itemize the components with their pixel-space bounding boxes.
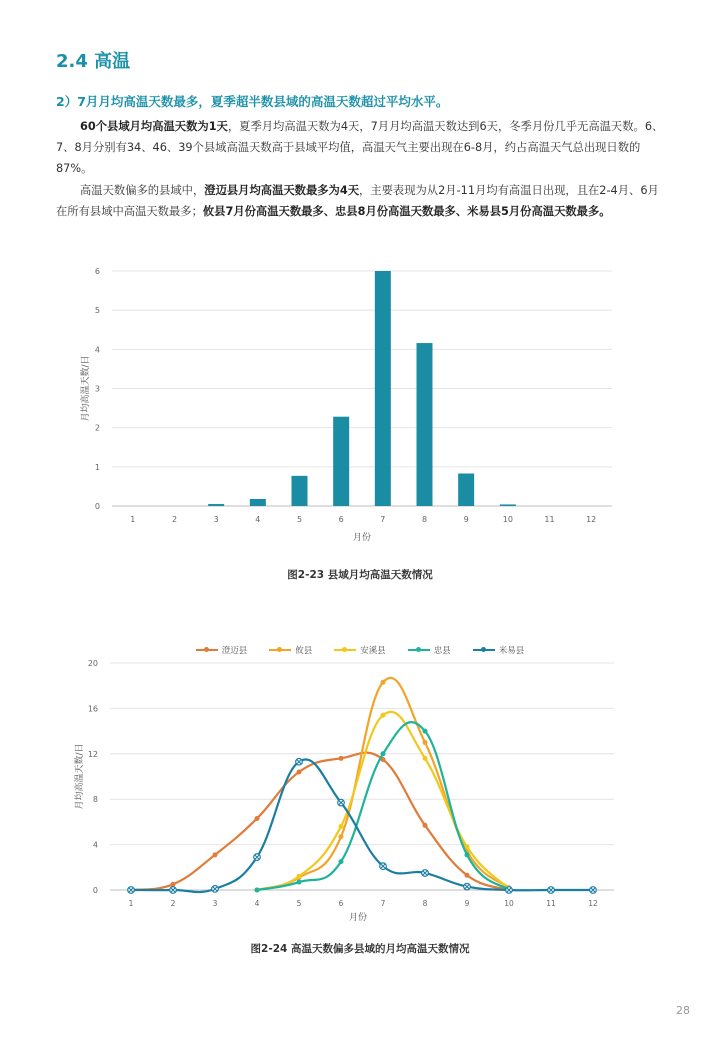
line-chart-caption: 图2-24 高温天数偏多县域的月均高温天数情况 bbox=[250, 943, 470, 955]
paragraph-1-text: ，夏季月均高温天数为4天，7月月均高温天数达到6天，冬季月份几乎无高温天数。6、7、8月分别有34、46、39个县域高温天数高于县域平均值，高温天气主要出现在6-8月，约占高温天气总出现日数的87%。 bbox=[56, 120, 664, 175]
bar-x-tick-label: 7 bbox=[380, 515, 386, 524]
bar-x-tick-label: 6 bbox=[338, 515, 344, 524]
subheading: 2）7月月均高温天数最多，夏季超半数县域的高温天数超过平均水平。 bbox=[56, 94, 449, 109]
bar-x-tick-label: 5 bbox=[296, 515, 303, 524]
series-point-3 bbox=[465, 852, 470, 857]
paragraph-2 bbox=[56, 180, 668, 222]
series-line-0 bbox=[131, 753, 509, 890]
series-point-2 bbox=[297, 874, 302, 879]
series-point-0 bbox=[255, 816, 260, 821]
series-point-3 bbox=[255, 888, 260, 893]
bar-x-tick-label: 11 bbox=[544, 515, 555, 524]
bar-y-tick-label: 6 bbox=[94, 267, 100, 276]
bar-y-tick-label: 0 bbox=[94, 502, 100, 511]
bar-chart bbox=[0, 255, 720, 555]
line-y-tick-label: 8 bbox=[92, 795, 98, 805]
bar-y-tick-label: 4 bbox=[94, 345, 100, 355]
bar-month-4 bbox=[250, 499, 266, 506]
series-point-2 bbox=[339, 824, 344, 829]
bar-x-tick-label: 10 bbox=[502, 515, 513, 524]
bar-x-tick-label: 3 bbox=[213, 515, 219, 524]
bar-y-tick-label: 2 bbox=[94, 423, 100, 433]
line-x-tick-label: 4 bbox=[254, 899, 260, 908]
series-point-0 bbox=[171, 882, 176, 887]
series-point-3 bbox=[423, 729, 428, 734]
line-x-tick-label: 9 bbox=[464, 899, 470, 908]
series-point-0 bbox=[297, 769, 302, 774]
bar-x-tick-label: 9 bbox=[463, 515, 469, 524]
bar-month-10 bbox=[500, 504, 516, 506]
bar-month-3 bbox=[208, 504, 224, 506]
legend-label: 澄迈县 bbox=[221, 646, 248, 656]
bar-x-axis-label: 月份 bbox=[352, 533, 372, 543]
line-x-tick-label: 2 bbox=[170, 899, 176, 908]
series-point-0 bbox=[213, 852, 218, 857]
line-y-tick-label: 0 bbox=[92, 886, 98, 895]
bar-y-axis-label: 月均高温天数/日 bbox=[81, 355, 91, 422]
legend-label: 安溪县 bbox=[360, 646, 386, 656]
line-y-tick-label: 12 bbox=[87, 749, 98, 759]
line-chart bbox=[0, 638, 720, 938]
line-x-tick-label: 11 bbox=[546, 899, 556, 908]
series-point-2 bbox=[381, 713, 386, 718]
paragraph-2-text-2: ，主要表现为从2月-11月均有高温日出现，且在2-4月、6月在所有县域中高温天数最多； bbox=[56, 184, 659, 218]
line-y-axis-label: 月均高温天数/日 bbox=[75, 743, 85, 810]
bar-month-6 bbox=[333, 417, 349, 506]
bar-x-tick-label: 12 bbox=[586, 515, 597, 524]
line-y-tick-label: 4 bbox=[92, 840, 98, 850]
paragraph-2-text-1: 高温天数偏多的县域中， bbox=[80, 184, 205, 197]
line-x-tick-label: 10 bbox=[504, 899, 514, 908]
series-point-3 bbox=[297, 880, 302, 885]
series-point-2 bbox=[423, 756, 428, 761]
line-x-axis-label: 月份 bbox=[348, 913, 368, 923]
legend-label: 米易县 bbox=[498, 646, 525, 656]
series-point-0 bbox=[339, 756, 344, 761]
bar-y-tick-label: 1 bbox=[94, 462, 100, 472]
line-x-tick-label: 6 bbox=[338, 899, 344, 908]
series-point-0 bbox=[465, 873, 470, 878]
paragraph-1-bold: 60个县域月均高温天数为1天 bbox=[80, 120, 228, 133]
bar-chart-caption: 图2-23 县域月均高温天数情况 bbox=[287, 569, 433, 581]
bar-x-tick-label: 4 bbox=[255, 515, 261, 524]
line-x-tick-label: 7 bbox=[380, 899, 386, 908]
series-point-1 bbox=[423, 740, 428, 745]
line-y-tick-label: 16 bbox=[87, 704, 98, 714]
legend-label: 忠县 bbox=[433, 646, 451, 656]
line-y-tick-label: 20 bbox=[87, 659, 98, 668]
bar-y-tick-label: 3 bbox=[94, 384, 100, 394]
bar-month-5 bbox=[292, 476, 308, 506]
paragraph-2-bold-2: 攸县7月份高温天数最多、忠县8月份高温天数最多、米易县5月份高温天数最多。 bbox=[202, 205, 611, 218]
line-x-tick-label: 1 bbox=[128, 899, 134, 908]
series-point-3 bbox=[339, 859, 344, 864]
bar-x-tick-label: 2 bbox=[171, 515, 178, 524]
legend-label: 攸县 bbox=[295, 646, 313, 656]
bar-x-tick-label: 1 bbox=[130, 515, 136, 524]
line-x-tick-label: 8 bbox=[422, 899, 428, 908]
bar-x-tick-label: 8 bbox=[421, 515, 428, 524]
bar-month-9 bbox=[458, 473, 474, 506]
paragraph-2-bold-1: 澄迈县月均高温天数最多为4天 bbox=[204, 184, 360, 197]
bar-month-8 bbox=[417, 343, 433, 506]
series-line-1 bbox=[257, 678, 509, 890]
paragraph-1 bbox=[56, 116, 668, 179]
series-point-1 bbox=[381, 680, 386, 685]
section-title: 2.4 高温 bbox=[56, 51, 131, 72]
page-number: 28 bbox=[676, 1004, 690, 1017]
series-point-0 bbox=[423, 823, 428, 828]
series-line-4 bbox=[131, 759, 593, 892]
series-point-1 bbox=[339, 834, 344, 839]
line-x-tick-label: 12 bbox=[588, 899, 598, 908]
series-point-3 bbox=[381, 751, 386, 756]
bar-y-tick-label: 5 bbox=[94, 306, 100, 316]
line-x-tick-label: 5 bbox=[296, 899, 302, 908]
bar-month-7 bbox=[375, 271, 391, 506]
line-x-tick-label: 3 bbox=[212, 899, 218, 908]
